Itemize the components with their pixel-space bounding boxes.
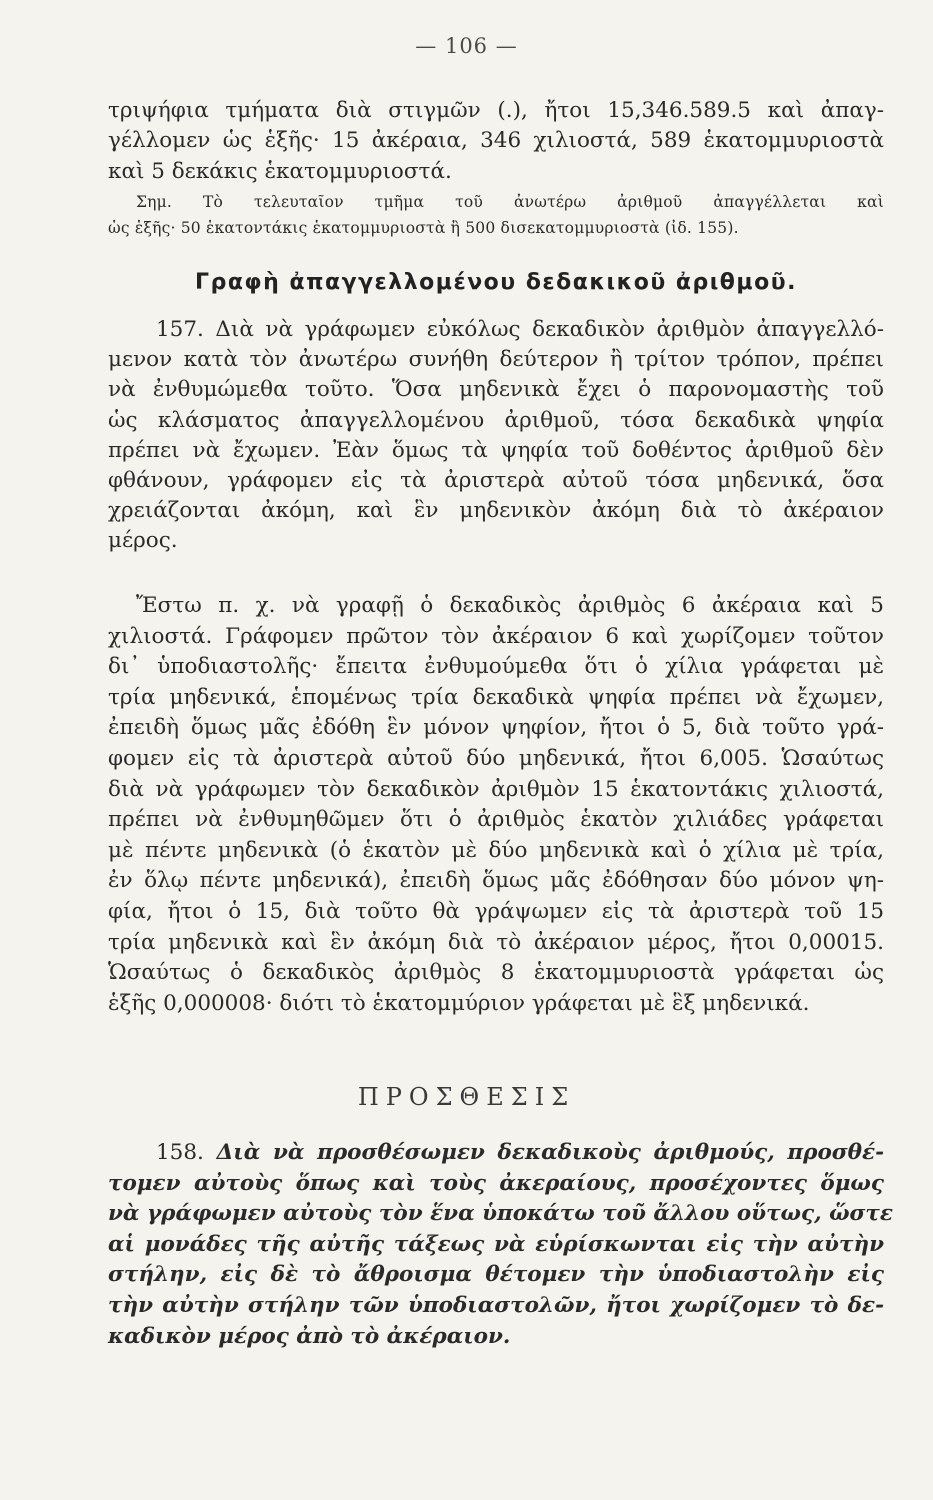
rule-text: Διὰ νὰ προσθέσωμεν δεκαδικοὺς ἀριθμούς, προσθέ- — [216, 1140, 884, 1165]
text-line: νὰ ἐνθυμώμεθα τοῦτο. Ὅσα μηδενικὰ ἔχει ὁ παρονομαστὴς τοῦ — [108, 377, 884, 403]
note-line: ὡς ἑξῆς· 50 ἑκατοντάκις ἑκατομμυριοστὰ ἢ 500 δισεκατομμυριοστὰ (ἰδ. 155). — [108, 219, 739, 237]
section-heading: Γραφὴ ἀπαγγελλομένου δεδακικοῦ ἀριθμοῦ. — [195, 270, 797, 295]
section-title: ΠΡΟΣΘΕΣΙΣ — [357, 1083, 576, 1111]
note-line: Σημ. Τὸ τελευταῖον τμῆμα τοῦ ἀνωτέρω ἀριθμοῦ ἀπαγγέλλεται καὶ — [136, 193, 884, 211]
rule-line — [108, 1138, 884, 1169]
text-line: ἐν ὅλῳ πέντε μηδενικά), ἐπειδὴ ὅμως μᾶς ἐδόθησαν δύο μόνον ψη- — [108, 868, 884, 894]
text-line: ὡς κλάσματος ἀπαγγελλομένου ἀριθμοῦ, τόσα δεκαδικὰ ψηφία — [108, 407, 884, 433]
text-line: μὲ πέντε μηδενικὰ (ὁ ἑκατὸν μὲ δύο μηδενικὰ καὶ ὁ χίλια μὲ τρία, — [108, 837, 884, 863]
text-line: χιλιοστά. Γράφομεν πρῶτον τὸν ἀκέραιον 6 καὶ χωρίζομεν τοῦτον — [108, 623, 884, 649]
text-line: 157. Διὰ νὰ γράφωμεν εὐκόλως δεκαδικὸν ἀριθμὸν ἀπαγγελλό- — [156, 317, 884, 342]
rule-line: στήλην, εἰς δὲ τὸ ἄθροισμα θέτομεν τὴν ὑποδιαστολὴν εἰς — [108, 1262, 884, 1288]
rule-line: αἱ μονάδες τῆς αὐτῆς τάξεως νὰ εὑρίσκωνται εἰς τὴν αὐτὴν — [108, 1231, 884, 1257]
rule-line: τὴν αὐτὴν στήλην τῶν ὑποδιαστολῶν, ἤτοι χωρίζομεν τὸ δε- — [108, 1292, 884, 1318]
text-line: τρία μηδενικὰ καὶ ἓν ἀκόμη διὰ τὸ ἀκέραιον μέρος, ἤτοι 0,00015. — [108, 929, 884, 955]
text-line: μενον κατὰ τὸν ἀνωτέρω συνήθη δεύτερον ἢ τρίτον τρόπον, πρέπει — [108, 347, 884, 373]
rule-line: νὰ γράφωμεν αὐτοὺς τὸν ἕνα ὑποκάτω τοῦ ἄλλου οὕτως, ὥστε — [108, 1201, 893, 1227]
text-line: χρειάζονται ἀκόμη, καὶ ἓν μηδενικὸν ἀκόμη διὰ τὸ ἀκέραιον — [108, 498, 884, 524]
text-line: Ἔστω π. χ. νὰ γραφῇ ὁ δεκαδικὸς ἀριθμὸς 6 ἀκέραια καὶ 5 — [136, 593, 884, 618]
paragraph-number: 158. — [156, 1140, 204, 1165]
top-paragraph — [108, 96, 884, 187]
text-line: ἑξῆς 0,000008· διότι τὸ ἑκατομμύριον γράφεται μὲ ἓξ μηδενικά. — [108, 990, 810, 1016]
page-number: — 106 — — [415, 34, 518, 58]
paragraph-157 — [108, 315, 884, 557]
text-line: δι᾿ ὑποδιαστολῆς· ἔπειτα ἐνθυμούμεθα ὅτι ὁ χίλια γράφεται μὲ — [108, 654, 884, 680]
text-line: πρέπει νὰ ἔχωμεν. Ἐὰν ὅμως τὰ ψηφία τοῦ δοθέντος ἀριθμοῦ δὲν — [108, 437, 884, 463]
text-line: καὶ 5 δεκάκις ἑκατομμυριοστά. — [108, 158, 452, 184]
text-line: γέλλομεν ὡς ἑξῆς· 15 ἀκέραια, 346 χιλιοστά, 589 ἑκατομμυριοστὰ — [108, 128, 884, 154]
text-line: μέρος. — [108, 528, 178, 554]
text-line: Ὡσαύτως ὁ δεκαδικὸς ἀριθμὸς 8 ἑκατομμυριοστὰ γράφεται ὡς — [108, 960, 884, 986]
text-line: διὰ νὰ γράφωμεν τὸν δεκαδικὸν ἀριθμὸν 15 ἑκατοντάκις χιλιοστά, — [108, 776, 884, 802]
text-line: πρέπει νὰ ἐνθυμηθῶμεν ὅτι ὁ ἀριθμὸς ἑκατὸν χιλιάδες γράφεται — [108, 807, 884, 833]
text-line: ἐπειδὴ ὅμως μᾶς ἐδόθη ἓν μόνον ψηφίον, ἤτοι ὁ 5, διὰ τοῦτο γρά- — [108, 715, 884, 741]
footnote-remark — [108, 189, 884, 241]
paragraph-158 — [108, 1138, 893, 1352]
text-line: φομεν εἰς τὰ ἀριστερὰ αὐτοῦ δύο μηδενικά, ἤτοι 6,005. Ὡσαύτως — [108, 745, 884, 771]
text-line: τρία μηδενικά, ἑπομένως τρία δεκαδικὰ ψηφία πρέπει νὰ ἔχωμεν, — [108, 684, 884, 710]
rule-line: καδικὸν μέρος ἀπὸ τὸ ἀκέραιον. — [108, 1323, 511, 1349]
rule-line: τομεν αὐτοὺς ὅπως καὶ τοὺς ἀκεραίους, προσέχοντες ὅμως — [108, 1170, 884, 1196]
text-line: φία, ἤτοι ὁ 15, διὰ τοῦτο θὰ γράψωμεν εἰς τὰ ἀριστερὰ τοῦ 15 — [108, 898, 884, 924]
text-line: τριψήφια τμήματα διὰ στιγμῶν (.), ἤτοι 15,346.589.5 καὶ ἀπαγ- — [108, 98, 884, 123]
text-line: φθάνουν, γράφομεν εἰς τὰ ἀριστερὰ αὐτοῦ τόσα μηδενικά, ὅσα — [108, 468, 884, 494]
paragraph-example — [108, 591, 884, 1019]
